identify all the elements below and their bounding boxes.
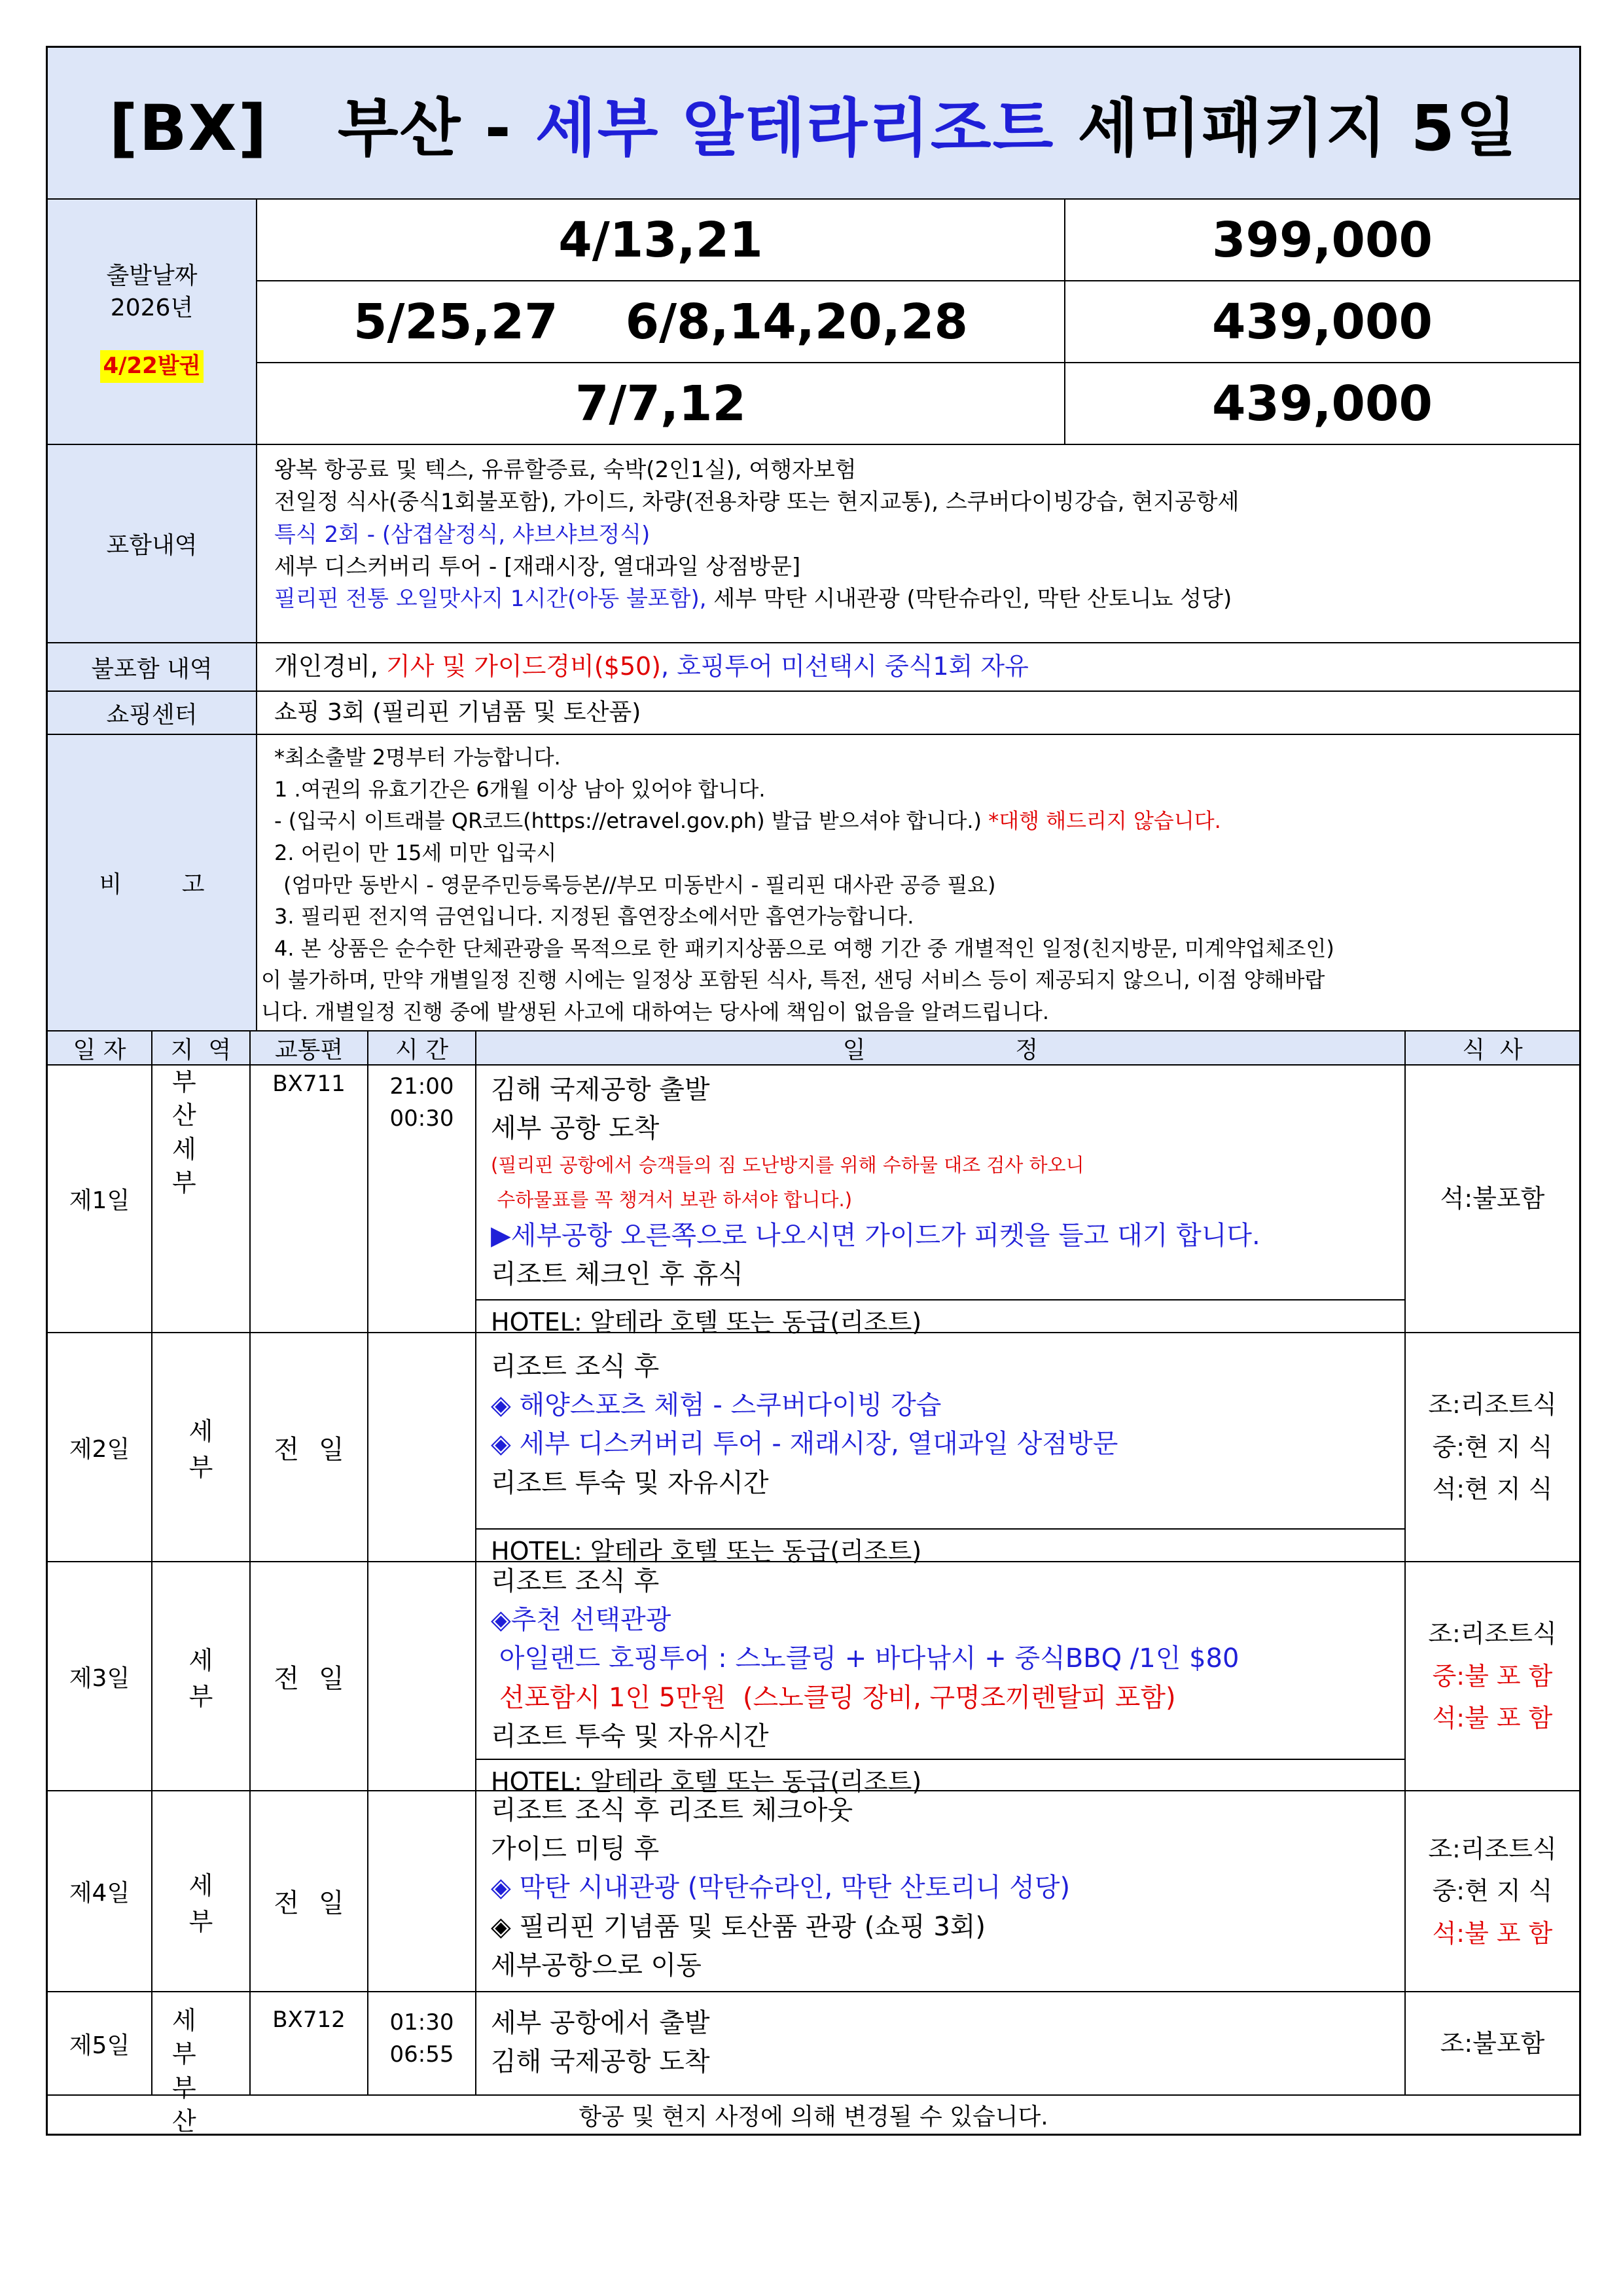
header-region: 지 역 xyxy=(152,1031,251,1064)
remark-no-proxy: *대행 해드리지 않습니다. xyxy=(988,808,1221,834)
itinerary-line: 리조트 조식 후 리조트 체크아웃 xyxy=(491,1795,853,1825)
title-prefix: [BX] 부산 - xyxy=(109,91,535,165)
excludes-part: , 호핑투어 미선택시 중식1회 자유 xyxy=(661,652,1029,681)
excludes-content xyxy=(257,643,1579,691)
schedule-header xyxy=(48,1031,1579,1066)
meal-breakfast: 조:리조트식 xyxy=(1428,1834,1557,1863)
package-sheet xyxy=(46,46,1581,2136)
region: 세부 xyxy=(152,1333,251,1561)
departure-dates: 7/7,12 xyxy=(257,363,1065,444)
schedule-day-4 xyxy=(48,1791,1579,1992)
region-to: 부산 xyxy=(172,2073,216,2136)
remark-line: 이 불가하며, 만약 개별일정 진행 시에는 일정상 포함된 식사, 특전, 샌딩 서비스 등이 제공되지 않으니, 이점 양해바랍 xyxy=(261,967,1325,993)
meal-breakfast: 조:리조트식 xyxy=(1428,1390,1557,1420)
itinerary xyxy=(476,1066,1406,1336)
remark-line: 3. 필리핀 전지역 금연입니다. 지정된 흡연장소에서만 흡연가능합니다. xyxy=(274,904,914,929)
excludes-part: 개인경비, xyxy=(274,652,386,681)
meal-breakfast: 조:리조트식 xyxy=(1428,1619,1557,1649)
region xyxy=(152,1992,251,2136)
region: 세부 xyxy=(152,1791,251,1991)
hotel-info: HOTEL: 알테라 호텔 또는 동급(리조트) xyxy=(476,1528,1404,1561)
itinerary-line: 리조트 투숙 및 자유시간 xyxy=(491,1467,769,1498)
region-from: 세부 xyxy=(172,2006,216,2069)
remarks-section xyxy=(48,735,1579,1031)
transport: 전일 xyxy=(251,1333,368,1561)
header-day: 일 자 xyxy=(48,1031,152,1064)
includes-special-meals: 특식 2회 - (삼겹살정식, 샤브샤브정식) xyxy=(274,521,651,548)
itinerary-line: 리조트 조식 후 xyxy=(491,1352,660,1382)
meal-dinner: 석:불 포 함 xyxy=(1432,1704,1553,1733)
transport: 전일 xyxy=(251,1791,368,1991)
day-label: 제5일 xyxy=(48,1992,152,2094)
price-amount: 439,000 xyxy=(1211,375,1433,432)
header-time: 시 간 xyxy=(368,1031,476,1064)
includes-tour: 세부 막탄 시내관광 (막탄슈라인, 막탄 산토니뇨 성당) xyxy=(706,586,1232,613)
meal-dinner: 석:불포함 xyxy=(1440,1184,1545,1213)
time xyxy=(368,1791,476,1991)
flight-times xyxy=(368,1992,476,2094)
meal-lunch: 중:현 지 식 xyxy=(1432,1876,1553,1906)
page-title xyxy=(48,48,1579,200)
remark-line: (엄마만 동반시 - 영문주민등록등본//부모 미동반시 - 필리핀 대사관 공증 필요) xyxy=(283,872,996,897)
departure-time: 01:30 xyxy=(389,2009,454,2036)
itinerary-body xyxy=(476,1562,1404,1759)
hotel-info: HOTEL: 알테라 호텔 또는 동급(리조트) xyxy=(476,1299,1404,1332)
remark-line: 1 .여권의 유효기간은 6개월 이상 남아 있어야 합니다. xyxy=(274,776,766,802)
header-transport: 교통편 xyxy=(251,1031,368,1064)
transport: 전일 xyxy=(251,1562,368,1790)
itinerary-line: 세부공항으로 이동 xyxy=(491,1950,702,1981)
itinerary-line: ◈ 필리핀 기념품 및 토산품 관광 (쇼핑 3회) xyxy=(491,1911,986,1942)
itinerary-line: 가이드 미팅 후 xyxy=(491,1834,660,1865)
meal-breakfast: 조:불포함 xyxy=(1440,2028,1545,2058)
header-itinerary: 일 정 xyxy=(476,1031,1406,1064)
itinerary-body xyxy=(476,1066,1404,1299)
remark-line: *최소출발 2명부터 가능합니다. xyxy=(274,745,561,770)
optional-tour-detail: 아일랜드 호핑투어 : 스노클링 + 바다낚시 + 중식BBQ /1인 $80 xyxy=(491,1643,1240,1674)
flight-number: BX712 xyxy=(251,1992,368,2094)
includes-content xyxy=(257,445,1579,642)
region-from: 부산 xyxy=(172,1067,216,1130)
includes-section xyxy=(48,445,1579,643)
includes-label: 포함내역 xyxy=(48,445,257,642)
shopping-section xyxy=(48,692,1579,735)
includes-line: 왕복 항공료 및 텍스, 유류할증료, 숙박(2인1실), 여행자보험 xyxy=(274,457,857,483)
remark-line: 2. 어린이 만 15세 미만 입국시 xyxy=(274,840,557,865)
itinerary-line: ◈ 세부 디스커버리 투어 - 재래시장, 열대과일 상점방문 xyxy=(491,1429,1118,1460)
itinerary-line: 세부 공항 도착 xyxy=(491,1113,660,1144)
meal-dinner: 석:현 지 식 xyxy=(1432,1475,1553,1504)
shopping-value: 쇼핑 3회 (필리핀 기념품 및 토산품) xyxy=(274,699,641,726)
title-highlight: 세부 알테라리조트 xyxy=(535,91,1055,165)
schedule-day-1 xyxy=(48,1066,1579,1336)
title-suffix: 세미패키지 5일 xyxy=(1054,91,1518,165)
itinerary-line: 김해 국제공항 도착 xyxy=(491,2047,710,2077)
day-label: 제3일 xyxy=(48,1562,152,1790)
flight-times xyxy=(368,1066,476,1332)
optional-tour-title: ◈추천 선택관광 xyxy=(491,1605,671,1636)
itinerary-body xyxy=(476,1333,1404,1528)
itinerary-line: ◈ 막탄 시내관광 (막탄슈라인, 막탄 산토리니 성당) xyxy=(491,1873,1071,1903)
price-amount: 399,000 xyxy=(1211,211,1433,268)
baggage-notice: (필리핀 공항에서 승객들의 짐 도난방지를 위해 수하물 대조 검사 하오니 xyxy=(491,1154,1084,1177)
departure-dates: 5/25,27 6/8,14,20,28 xyxy=(257,281,1065,362)
includes-line: 전일정 식사(중식1회불포함), 가이드, 차량(전용차량 또는 현지교통), 스쿠버다이빙강습, 현지공항세 xyxy=(274,489,1240,516)
itinerary-line: ◈ 해양스포츠 체험 - 스쿠버다이빙 강습 xyxy=(491,1390,942,1421)
remark-etravel: - (입국시 이트래블 QR코드(https://etravel.gov.ph) 발급 받으셔야 합니다.) xyxy=(274,808,989,834)
itinerary-line: 김해 국제공항 출발 xyxy=(491,1075,710,1105)
departure-label-line1: 출발날짜 xyxy=(106,262,198,289)
departure-section xyxy=(48,200,1579,445)
departure-time: 21:00 xyxy=(389,1073,454,1100)
itinerary xyxy=(476,1333,1406,1566)
region: 세부 xyxy=(152,1562,251,1790)
price-table xyxy=(257,200,1579,444)
region xyxy=(152,1066,251,1332)
flight-number: BX711 xyxy=(251,1066,368,1332)
issue-date-badge: 4/22발권 xyxy=(100,350,203,383)
day-label: 제4일 xyxy=(48,1791,152,1991)
price-row xyxy=(257,200,1579,281)
time xyxy=(368,1562,476,1790)
price-row xyxy=(257,281,1579,363)
meal-dinner: 석:불 포 함 xyxy=(1432,1918,1553,1948)
itinerary-body xyxy=(476,1992,1404,2094)
schedule-day-2 xyxy=(48,1333,1579,1566)
excludes-guide-fee: 기사 및 가이드경비($50) xyxy=(386,652,662,681)
itinerary xyxy=(476,1791,1406,1991)
day-label: 제2일 xyxy=(48,1333,152,1561)
itinerary xyxy=(476,1992,1406,2094)
itinerary-line: 리조트 체크인 후 휴식 xyxy=(491,1259,743,1289)
arrival-time: 06:55 xyxy=(389,2041,454,2068)
meals xyxy=(1406,1333,1579,1561)
header-meal: 식 사 xyxy=(1462,1036,1523,1064)
itinerary-line: 세부 공항에서 출발 xyxy=(491,2008,710,2038)
itinerary-line: 리조트 투숙 및 자유시간 xyxy=(491,1721,769,1751)
includes-massage: 필리핀 전통 오일맛사지 1시간(아동 불포함), xyxy=(274,586,707,613)
remarks-content xyxy=(257,735,1579,1030)
time xyxy=(368,1333,476,1561)
day-label: 제1일 xyxy=(48,1066,152,1332)
departure-dates: 4/13,21 xyxy=(257,200,1065,280)
remark-line: 4. 본 상품은 순수한 단체관광을 목적으로 한 패키지상품으로 여행 기간 중 개별적인 일정(친지방문, 미계약업체조인) xyxy=(274,935,1334,961)
footer-notice: 항공 및 현지 사정에 의해 변경될 수 있습니다. xyxy=(579,2103,1048,2130)
meal-lunch: 중:불 포 함 xyxy=(1432,1661,1553,1691)
optional-tour-price: 선포함시 1인 5만원 (스노클링 장비, 구명조끼렌탈피 포함) xyxy=(491,1682,1176,1713)
meals xyxy=(1406,1562,1579,1790)
price-amount: 439,000 xyxy=(1211,293,1433,350)
remark-line: 니다. 개별일정 진행 중에 발생된 사고에 대하여는 당사에 책임이 없음을 알려드립니다. xyxy=(261,999,1049,1024)
schedule-day-3 xyxy=(48,1562,1579,1796)
includes-line xyxy=(274,583,1562,615)
excludes-label: 불포함 내역 xyxy=(48,643,257,691)
meals xyxy=(1406,1992,1579,2094)
includes-line: 세부 디스커버리 투어 - [재래시장, 열대과일 상점방문] xyxy=(274,553,801,580)
itinerary-body xyxy=(476,1791,1404,1991)
itinerary xyxy=(476,1562,1406,1796)
meals xyxy=(1406,1791,1579,1991)
excludes-section xyxy=(48,643,1579,692)
meal-lunch: 중:현 지 식 xyxy=(1432,1432,1553,1462)
hotel-info: HOTEL: 알테라 호텔 또는 동급(리조트) xyxy=(476,1759,1404,1791)
guide-meeting-notice: ▶세부공항 오른쪽으로 나오시면 가이드가 피켓을 들고 대기 합니다. xyxy=(491,1220,1260,1251)
region-to: 세부 xyxy=(172,1134,216,1197)
price-row xyxy=(257,363,1579,444)
arrival-time: 00:30 xyxy=(389,1105,454,1132)
departure-label xyxy=(48,200,257,444)
departure-label-line2: 2026년 xyxy=(110,294,194,321)
itinerary-line: 리조트 조식 후 xyxy=(491,1566,660,1596)
remark-line xyxy=(261,805,1575,837)
remarks-label: 비 고 xyxy=(48,735,257,1030)
meals xyxy=(1406,1066,1579,1332)
baggage-notice: 수하물표를 꼭 챙겨서 보관 하셔야 합니다.) xyxy=(491,1188,853,1211)
shopping-label: 쇼핑센터 xyxy=(48,692,257,734)
